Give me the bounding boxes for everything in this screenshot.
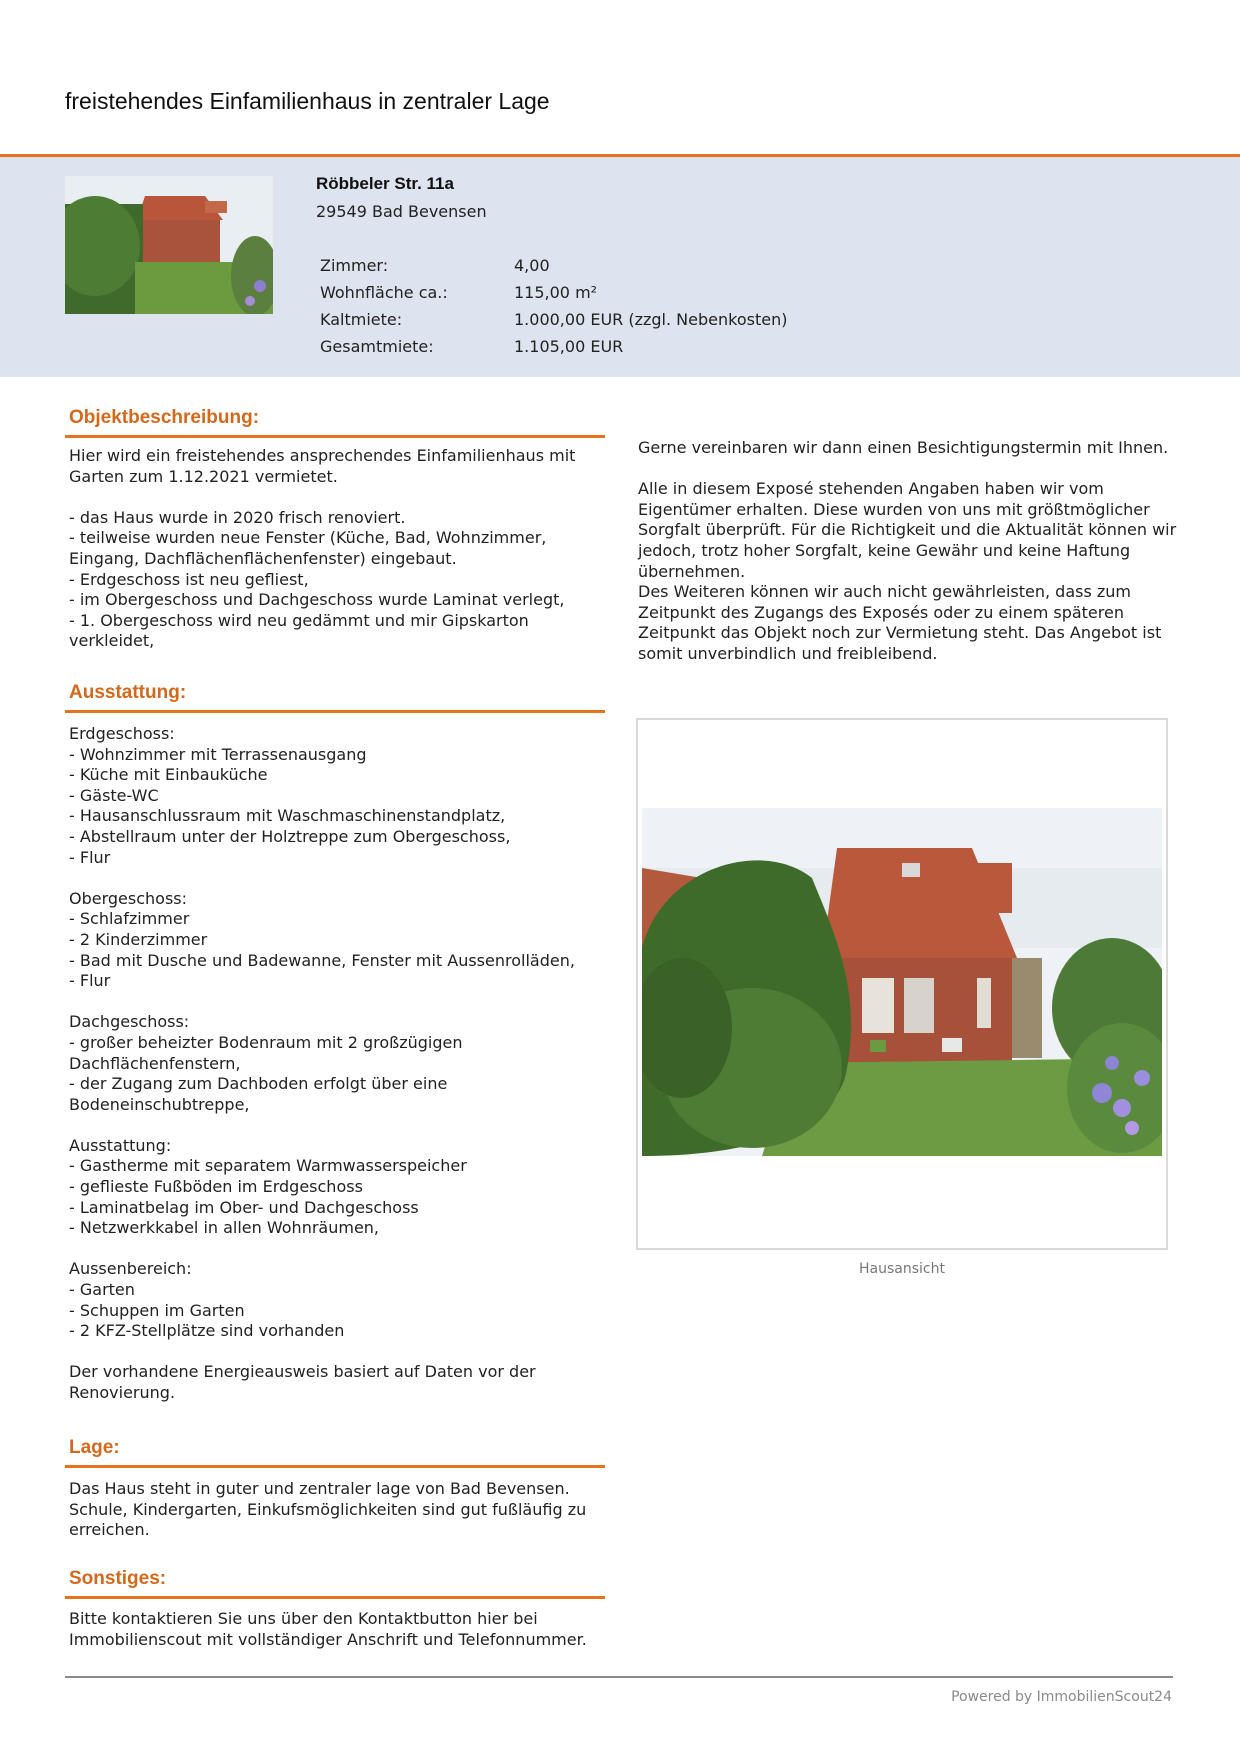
house-photo[interactable] xyxy=(642,808,1162,1156)
house-photo-frame[interactable] xyxy=(636,718,1168,1250)
section-divider xyxy=(65,435,605,438)
section-heading-ausstattung: Ausstattung: xyxy=(69,682,187,703)
fact-row-gesamtmiete xyxy=(320,337,920,364)
fact-label: Kaltmiete: xyxy=(320,310,403,329)
section-heading-sonstiges: Sonstiges: xyxy=(69,1568,167,1589)
fact-value: 4,00 xyxy=(514,256,550,275)
fact-label: Gesamtmiete: xyxy=(320,337,434,356)
fact-value: 1.105,00 EUR xyxy=(514,337,624,356)
ausstattung-text: Erdgeschoss: - Wohnzimmer mit Terrassenausgang - Küche mit Einbauküche - Gäste-WC - Hausanschlussraum mit Waschmaschinenstandplatz, - Abstellraum unter der Holztreppe zum Obergeschoss, - Flur Obergeschoss: - Schlafzimmer - 2 Kinderzimmer - Bad mit Dusche und Badewanne, Fenster mit Aussenrolläden, - Flur Dachgeschoss: - großer beheizter Bodenraum mit 2 großzügigen Dachflächenfenstern, - der Zugang zum Dachboden erfolgt über eine Bodeneinschubtreppe, Ausstattung: - Gastherme mit separatem Warmwasserspeicher - geflieste Fußböden im Erdgeschoss - Laminatbelag im Ober- und Dachgeschoss - Netzwerkkabel in allen Wohnräumen, Aussenbereich: - Garten - Schuppen im Garten - 2 KFZ-Stellplätze sind vorhanden Der vorhandene Energieausweis basiert auf Daten vor der Renovierung. xyxy=(69,724,575,1402)
section-divider xyxy=(65,710,605,713)
section-divider xyxy=(65,1596,605,1599)
powered-by-footer[interactable]: Powered by ImmobilienScout24 xyxy=(951,1689,1172,1705)
sonstiges-text: Bitte kontaktieren Sie uns über den Kontaktbutton hier bei Immobilienscout mit vollständiger Anschrift und Telefonnummer. xyxy=(69,1609,587,1649)
fact-value: 1.000,00 EUR (zzgl. Nebenkosten) xyxy=(514,310,788,329)
section-divider xyxy=(65,1465,605,1468)
fact-row-zimmer xyxy=(320,256,920,283)
address-street: Röbbeler Str. 11a xyxy=(316,174,454,193)
disclaimer-text: Gerne vereinbaren wir dann einen Besichtigungstermin mit Ihnen. Alle in diesem Exposé stehenden Angaben haben wir vom Eigentümer erhalten. Diese wurden von uns mit größtmöglicher Sorgfalt überprüft. Für die Richtigkeit und die Aktualität können wir jedoch, trotz hoher Sorgfalt, keine Gewähr und keine Haftung übernehmen. Des Weiteren können wir auch nicht gewährleisten, dass zum Zeitpunkt des Zugangs des Exposés oder zu einem späteren Zeitpunkt das Objekt noch zur Vermietung steht. Das Angebot ist somit unverbindlich und freibleibend. xyxy=(638,438,1177,663)
house-thumbnail[interactable] xyxy=(65,176,273,314)
section-heading-lage: Lage: xyxy=(69,1437,120,1458)
house-photo-illustration xyxy=(642,808,1162,1156)
lage-text: Das Haus steht in guter und zentraler lage von Bad Bevensen. Schule, Kindergarten, Einkufsmöglichkeiten sind gut fußläufig zu erreichen. xyxy=(69,1479,587,1540)
fact-value: 115,00 m² xyxy=(514,283,598,302)
page-title: freistehendes Einfamilienhaus in zentraler Lage xyxy=(65,88,550,114)
house-thumbnail-illustration xyxy=(65,176,273,314)
fact-label: Zimmer: xyxy=(320,256,389,275)
section-heading-objektbeschreibung: Objektbeschreibung: xyxy=(69,407,260,428)
fact-label: Wohnfläche ca.: xyxy=(320,283,448,302)
address-city: 29549 Bad Bevensen xyxy=(316,202,487,221)
objektbeschreibung-text: Hier wird ein freistehendes ansprechendes Einfamilienhaus mit Garten zum 1.12.2021 vermietet. - das Haus wurde in 2020 frisch renoviert. - teilweise wurden neue Fenster (Küche, Bad, Wohnzimmer, Eingang, Dachflächenflächenfenster) eingebaut. - Erdgeschoss ist neu gefliest, - im Obergeschoss und Dachgeschoss wurde Laminat verlegt, - 1. Obergeschoss wird neu gedämmt und mir Gipskarton verkleidet, xyxy=(69,446,576,651)
fact-row-wohnflaeche xyxy=(320,283,920,310)
fact-row-kaltmiete xyxy=(320,310,920,337)
footer-divider xyxy=(65,1676,1173,1678)
key-facts-table xyxy=(320,256,920,364)
photo-caption: Hausansicht xyxy=(859,1261,945,1277)
